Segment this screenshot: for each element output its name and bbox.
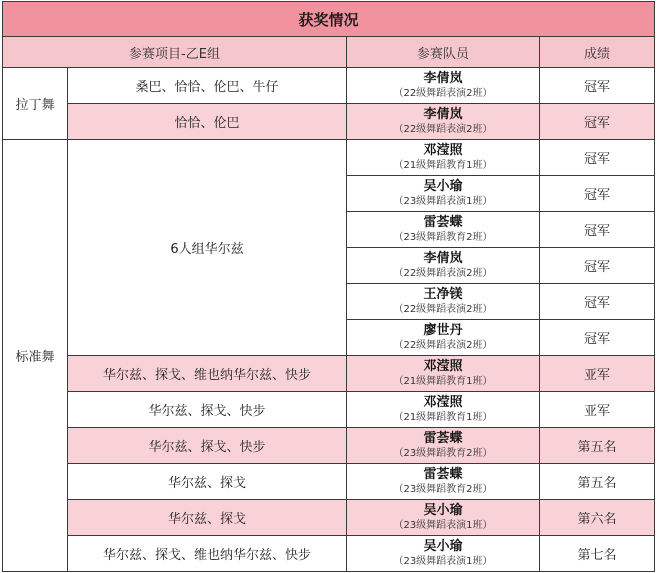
- member-name: 邓滢照: [423, 143, 463, 158]
- member-name: 雷荟蝶: [423, 215, 463, 230]
- member-name: 邓滢照: [423, 395, 463, 410]
- result-cell: 第六名: [540, 500, 655, 536]
- member-class: （23级舞蹈教育2班）: [393, 232, 493, 243]
- item-cell-group-waltz: 6人组华尔兹: [68, 140, 347, 356]
- result-cell: 冠军: [540, 140, 655, 176]
- item-cell: 华尔兹、探戈、维也纳华尔兹、快步: [68, 356, 347, 392]
- member-name: 吴小瑜: [423, 539, 463, 554]
- team-cell: [347, 536, 540, 572]
- item-cell: 华尔兹、探戈、快步: [68, 428, 347, 464]
- member-name: 廖世丹: [423, 323, 463, 338]
- result-cell: 冠军: [540, 284, 655, 320]
- result-cell: 亚军: [540, 356, 655, 392]
- team-cell: [347, 500, 540, 536]
- result-cell: 冠军: [540, 320, 655, 356]
- member-class: （23级舞蹈表演1班）: [393, 520, 493, 531]
- result-cell: 冠军: [540, 176, 655, 212]
- member-class: （22级舞蹈表演2班）: [393, 268, 493, 279]
- table-row: [3, 68, 655, 104]
- category-latin: 拉丁舞: [3, 68, 68, 140]
- result-cell: 第五名: [540, 428, 655, 464]
- title-row: [3, 2, 655, 37]
- header-team: 参赛队员: [347, 37, 540, 68]
- member-name: 李倩岚: [423, 71, 463, 86]
- table-row: [3, 392, 655, 428]
- result-cell: 冠军: [540, 68, 655, 104]
- result-cell: 第五名: [540, 464, 655, 500]
- table-row: [3, 536, 655, 572]
- member-class: （21级舞蹈教育1班）: [393, 376, 493, 387]
- result-cell: 冠军: [540, 212, 655, 248]
- team-cell: [347, 212, 540, 248]
- member-class: （22级舞蹈表演2班）: [393, 340, 493, 351]
- awards-table: [2, 1, 655, 572]
- category-standard: 标准舞: [3, 140, 68, 572]
- result-cell: 第七名: [540, 536, 655, 572]
- table-row: [3, 356, 655, 392]
- member-class: （23级舞蹈教育2班）: [393, 484, 493, 495]
- table-title: 获奖情况: [3, 2, 655, 37]
- member-class: （23级舞蹈表演1班）: [393, 556, 493, 567]
- member-class: （22级舞蹈表演2班）: [393, 124, 493, 135]
- member-class: （23级舞蹈教育2班）: [393, 448, 493, 459]
- team-cell: [347, 320, 540, 356]
- result-cell: 冠军: [540, 248, 655, 284]
- member-class: （22级舞蹈表演2班）: [393, 88, 493, 99]
- team-cell: [347, 68, 540, 104]
- member-name: 吴小瑜: [423, 179, 463, 194]
- result-cell: 冠军: [540, 104, 655, 140]
- header-item: 参赛项目-乙E组: [3, 37, 347, 68]
- member-name: 吴小瑜: [423, 503, 463, 518]
- team-cell: [347, 464, 540, 500]
- team-cell: [347, 104, 540, 140]
- team-cell: [347, 356, 540, 392]
- member-class: （21级舞蹈教育1班）: [393, 160, 493, 171]
- item-cell: 华尔兹、探戈: [68, 500, 347, 536]
- table-row: [3, 140, 655, 176]
- item-cell: 桑巴、恰恰、伦巴、牛仔: [68, 68, 347, 104]
- item-cell: 华尔兹、探戈、快步: [68, 392, 347, 428]
- header-row: [3, 37, 655, 68]
- team-cell: [347, 428, 540, 464]
- team-cell: [347, 284, 540, 320]
- member-name: 邓滢照: [423, 359, 463, 374]
- member-name: 王净镁: [423, 287, 463, 302]
- item-cell: 华尔兹、探戈、维也纳华尔兹、快步: [68, 536, 347, 572]
- team-cell: [347, 140, 540, 176]
- item-cell: 华尔兹、探戈: [68, 464, 347, 500]
- member-name: 雷荟蝶: [423, 467, 463, 482]
- item-cell: 恰恰、伦巴: [68, 104, 347, 140]
- member-class: （21级舞蹈教育1班）: [393, 412, 493, 423]
- team-cell: [347, 176, 540, 212]
- member-class: （23级舞蹈表演1班）: [393, 196, 493, 207]
- table-row: [3, 428, 655, 464]
- member-name: 李倩岚: [423, 251, 463, 266]
- member-name: 李倩岚: [423, 107, 463, 122]
- table-row: [3, 500, 655, 536]
- member-name: 雷荟蝶: [423, 431, 463, 446]
- header-result: 成绩: [540, 37, 655, 68]
- team-cell: [347, 248, 540, 284]
- result-cell: 亚军: [540, 392, 655, 428]
- table-row: [3, 104, 655, 140]
- table-row: [3, 464, 655, 500]
- team-cell: [347, 392, 540, 428]
- member-class: （22级舞蹈表演2班）: [393, 304, 493, 315]
